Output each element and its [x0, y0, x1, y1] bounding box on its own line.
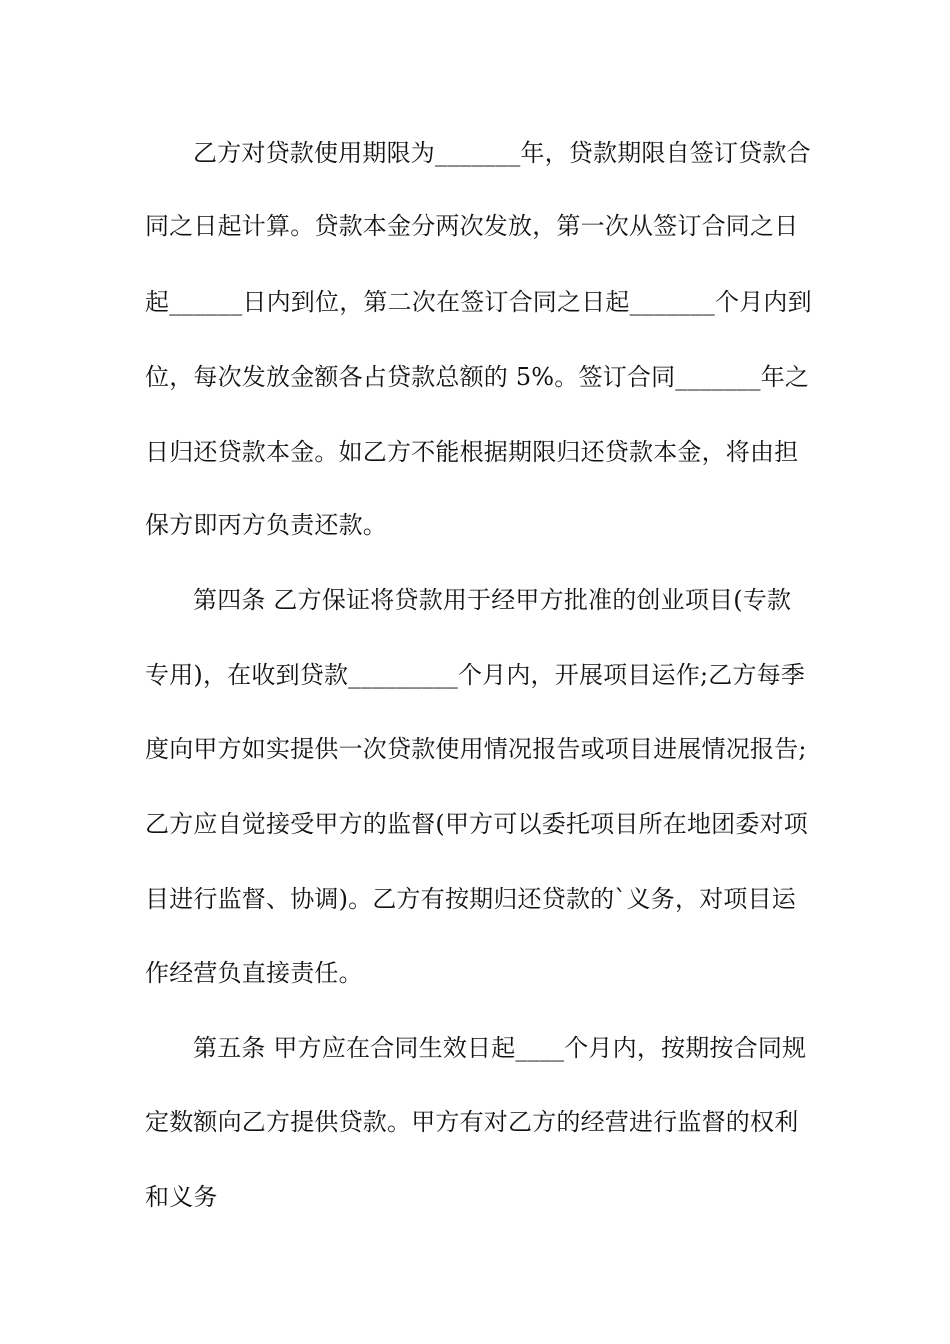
paragraph-line: 同之日起计算。贷款本金分两次发放，第一次从签订合同之日 — [145, 212, 799, 240]
paragraph-line: 保方即丙方负责还款。 — [145, 511, 387, 539]
paragraph-line: 乙方应自觉接受甲方的监督(甲方可以委托项目所在地团委对项 — [145, 810, 808, 838]
article-four-heading-line: 第四条 乙方保证将贷款用于经甲方批准的创业项目(专款 — [193, 586, 792, 614]
paragraph-line: 和义务 — [145, 1183, 218, 1211]
paragraph-line: 度向甲方如实提供一次贷款使用情况报告或项目进展情况报告; — [145, 735, 807, 763]
paragraph-line: 日归还贷款本金。如乙方不能根据期限归还贷款本金，将由担 — [145, 438, 799, 466]
paragraph-line: 乙方对贷款使用期限为_______年，贷款期限自签订贷款合 — [193, 139, 811, 167]
paragraph-line: 位，每次发放金额各占贷款总额的 5%。签订合同_______年之 — [145, 363, 810, 391]
paragraph-line: 专用)，在收到贷款_________个月内，开展项目运作;乙方每季 — [145, 661, 806, 689]
article-five-heading-line: 第五条 甲方应在合同生效日起____个月内，按期按合同规 — [193, 1034, 807, 1062]
paragraph-line: 作经营负直接责任。 — [145, 959, 363, 987]
paragraph-line: 定数额向乙方提供贷款。甲方有对乙方的经营进行监督的权利 — [145, 1108, 799, 1136]
paragraph-line: 起______日内到位，第二次在签订合同之日起_______个月内到 — [145, 288, 812, 316]
paragraph-line: 目进行监督、协调)。乙方有按期归还贷款的`义务，对项目运 — [145, 885, 796, 913]
